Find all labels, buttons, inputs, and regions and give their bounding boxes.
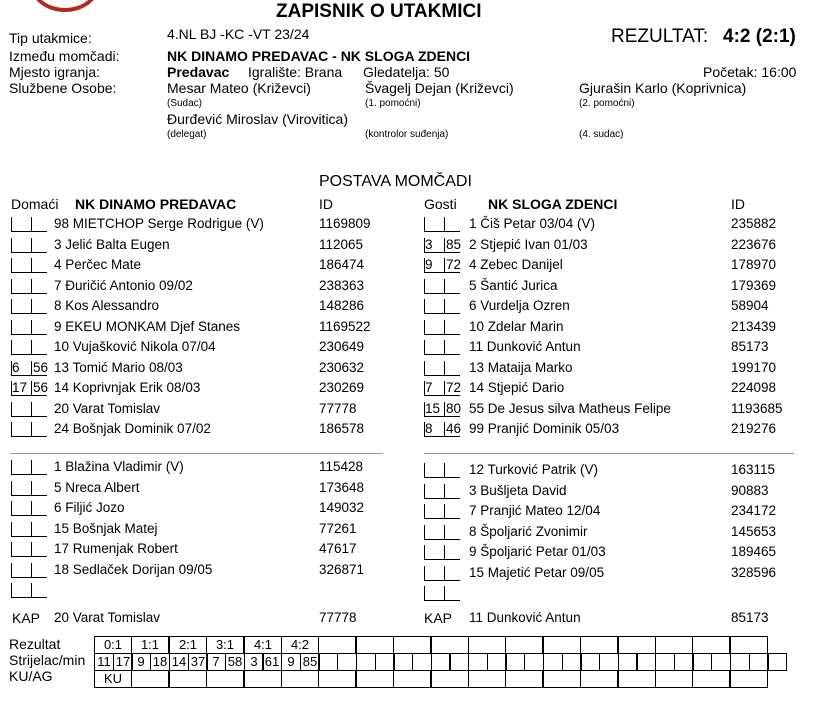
ku-ag-cell <box>356 670 394 688</box>
tip-value: 4.NL BJ -KC -VT 23/24 <box>167 26 310 42</box>
scorer-number-cell <box>767 653 787 671</box>
player-id: 326871 <box>319 562 365 577</box>
player-name: 4 Perčec Mate <box>54 257 142 272</box>
player-name: 7 Đuričić Antonio 09/02 <box>54 278 193 293</box>
page-title: ZAPISNIK O UTAKMICI <box>276 1 482 22</box>
scorer-number-cell <box>393 653 413 671</box>
gledatelja: Gledatelja: 50 <box>363 64 450 80</box>
sub-mark-box <box>11 481 31 496</box>
sub-mark-box <box>444 504 460 519</box>
player-name: 6 Filjić Jozo <box>54 500 125 515</box>
sub-mark-box <box>11 340 31 355</box>
ku-ag-cell <box>692 670 730 688</box>
player-id: 47617 <box>319 541 357 556</box>
sluzbene-label: Službene Osobe: <box>9 80 117 96</box>
result-cell <box>356 636 394 654</box>
sub-mark-box <box>444 586 460 601</box>
player-id: 85173 <box>731 339 769 354</box>
result-cell <box>543 636 581 654</box>
ku-ag-cell <box>169 670 207 688</box>
player-id: 145653 <box>731 524 777 539</box>
sub-mark-box <box>424 361 444 376</box>
player-id: 58904 <box>731 298 769 313</box>
player-id: 186474 <box>319 257 365 272</box>
sub-mark-box <box>444 484 460 499</box>
ku-ag-cell <box>281 670 319 688</box>
sub-mark-box <box>31 583 47 598</box>
sub-mark-box <box>31 299 47 314</box>
player-name: 12 Turković Patrik (V) <box>469 462 599 477</box>
result-cell <box>618 636 656 654</box>
away-label: Gosti <box>424 196 457 212</box>
player-id: 224098 <box>731 380 777 395</box>
kuag-row-label: KU/AG <box>9 668 53 684</box>
player-id: 213439 <box>731 319 777 334</box>
player-id: 77778 <box>319 401 357 416</box>
scorer-number-cell: 9 <box>131 653 151 671</box>
sub-mark-box <box>11 501 31 516</box>
result-cell <box>318 636 356 654</box>
scorer-number-cell: 9 <box>281 653 301 671</box>
scorer-minute-cell <box>449 653 469 671</box>
home-kap-name: 20 Varat Tomislav <box>54 610 161 625</box>
scorer-minute-cell: 58 <box>225 653 245 671</box>
official-referee: Mesar Mateo (Križevci) <box>167 80 311 96</box>
ku-ag-cell <box>505 670 543 688</box>
strijelac-row-label: Strijelac/min <box>9 652 86 668</box>
player-id: 235882 <box>731 216 777 231</box>
pocetak: Početak: 16:00 <box>703 64 797 80</box>
home-label: Domaći <box>11 196 59 212</box>
ku-ag-cell <box>468 670 506 688</box>
scorer-minute-cell <box>524 653 544 671</box>
scorer-minute-cell: 18 <box>150 653 170 671</box>
result-cell: 4:2 <box>281 636 319 654</box>
sub-mark-box <box>11 320 31 335</box>
player-name: 13 Mataija Marko <box>469 360 573 375</box>
scorer-minute-cell <box>599 653 619 671</box>
sub-mark-box <box>31 542 47 557</box>
player-id: 223676 <box>731 237 777 252</box>
sub-mark-box <box>444 463 460 478</box>
player-name: 15 Majetić Petar 09/05 <box>469 565 605 580</box>
player-name: 99 Pranjić Dominik 05/03 <box>469 421 620 436</box>
sub-player-number: 7 <box>425 380 433 395</box>
role-kontrolor: (kontrolor suđenja) <box>365 129 449 140</box>
ku-ag-cell <box>431 670 469 688</box>
sub-mark-box <box>11 402 31 417</box>
rezultat-row-label: Rezultat <box>9 636 61 652</box>
sub-mark-box <box>424 320 444 335</box>
player-name: 18 Sedlaček Dorijan 09/05 <box>54 562 213 577</box>
ku-ag-cell <box>543 670 581 688</box>
ku-ag-cell <box>655 670 693 688</box>
scorer-minute-cell: 37 <box>188 653 208 671</box>
player-name: 3 Bušljeta David <box>469 483 567 498</box>
scorer-number-cell <box>543 653 563 671</box>
sub-mark-box <box>11 299 31 314</box>
official-assistant-1: Švagelj Dejan (Križevci) <box>365 80 514 96</box>
scorer-minute-cell <box>375 653 395 671</box>
sub-mark-box <box>444 320 460 335</box>
sub-mark-box <box>31 481 47 496</box>
scorer-minute-cell: 61 <box>262 653 282 671</box>
sub-player-number: 17 <box>12 380 28 395</box>
player-name: 17 Rumenjak Robert <box>54 541 178 556</box>
player-id: 115428 <box>319 459 364 474</box>
player-id: 238363 <box>319 278 365 293</box>
sub-mark-box <box>444 299 460 314</box>
player-id: 90883 <box>731 483 769 498</box>
izmedju-label: Između momčadi: <box>9 48 120 64</box>
player-name: 10 Zdelar Marin <box>469 319 564 334</box>
ku-ag-cell <box>618 670 656 688</box>
ku-ag-cell <box>580 670 618 688</box>
scorer-number-cell <box>318 653 338 671</box>
rezultat-value: 4:2 (2:1) <box>723 26 796 47</box>
player-name: 13 Tomić Mario 08/03 <box>54 360 183 375</box>
player-id: 1193685 <box>731 401 783 416</box>
away-kap-label: KAP <box>424 610 453 626</box>
player-name: 6 Vurdelja Ozren <box>469 298 570 313</box>
away-team-name: NK SLOGA ZDENCI <box>488 196 618 212</box>
player-name: 24 Bošnjak Dominik 07/02 <box>54 421 211 436</box>
player-name: 5 Nreca Albert <box>54 480 140 495</box>
sub-minute: 72 <box>446 257 462 272</box>
scorer-number-cell <box>730 653 750 671</box>
rezultat-label: REZULTAT: <box>611 26 709 47</box>
sub-mark-box <box>31 402 47 417</box>
player-name: 1 Blažina Vladimir (V) <box>54 459 184 474</box>
ku-ag-cell <box>131 670 169 688</box>
sub-player-number: 15 <box>425 401 441 416</box>
result-cell <box>730 636 768 654</box>
home-separator <box>10 453 383 454</box>
official-delegate: Đurđević Miroslav (Virovitica) <box>167 111 349 127</box>
scorer-minute-cell <box>562 653 582 671</box>
sub-mark-box <box>424 566 444 581</box>
scorer-minute-cell <box>636 653 656 671</box>
player-id: 199170 <box>731 360 777 375</box>
sub-mark-box <box>424 217 444 232</box>
scorer-minute-cell <box>337 653 357 671</box>
player-name: 8 Kos Alessandro <box>54 298 160 313</box>
sub-mark-box <box>31 279 47 294</box>
sub-mark-box <box>424 545 444 560</box>
scorer-minute-cell: 17 <box>113 653 133 671</box>
home-id-header: ID <box>319 196 333 212</box>
sub-mark-box <box>444 340 460 355</box>
scorer-number-cell <box>655 653 675 671</box>
sub-minute: 56 <box>33 360 49 375</box>
away-kap-id: 85173 <box>731 610 769 625</box>
sub-mark-box <box>31 422 47 437</box>
away-separator <box>424 453 794 454</box>
player-name: 15 Bošnjak Matej <box>54 521 158 536</box>
player-name: 3 Jelić Balta Eugen <box>54 237 170 252</box>
ku-ag-cell: KU <box>94 670 132 688</box>
player-name: 55 De Jesus silva Matheus Felipe <box>469 401 671 416</box>
player-id: 163115 <box>731 462 776 477</box>
sub-mark-box <box>31 258 47 273</box>
sub-mark-box <box>424 504 444 519</box>
sub-mark-box <box>444 361 460 376</box>
player-id: 1169522 <box>319 319 371 334</box>
home-kap-label: KAP <box>12 610 41 626</box>
scorer-number-cell <box>692 653 712 671</box>
sub-mark-box <box>424 463 444 478</box>
player-id: 77261 <box>319 521 357 536</box>
sub-mark-box <box>11 238 31 253</box>
player-name: 7 Pranjić Mateo 12/04 <box>469 503 601 518</box>
sub-player-number: 8 <box>425 421 433 436</box>
scorer-number-cell: 11 <box>94 653 114 671</box>
player-name: 98 MIETCHOP Serge Rodrigue (V) <box>54 216 264 231</box>
home-team-name: NK DINAMO PREDAVAC <box>75 196 237 212</box>
scorer-number-cell: 3 <box>244 653 264 671</box>
result-cell <box>692 636 730 654</box>
scorer-number-cell <box>618 653 638 671</box>
role-4-sudac: (4. sudac) <box>579 129 624 140</box>
player-id: 179369 <box>731 278 777 293</box>
result-cell <box>580 636 618 654</box>
sub-mark-box <box>31 563 47 578</box>
scorer-minute-cell <box>674 653 694 671</box>
sub-mark-box <box>424 586 444 601</box>
match-teams: NK DINAMO PREDAVAC - NK SLOGA ZDENCI <box>167 48 471 64</box>
mjesto-value: Predavac <box>167 64 230 80</box>
sub-mark-box <box>31 320 47 335</box>
sub-mark-box <box>11 522 31 537</box>
sub-mark-box <box>424 525 444 540</box>
sub-player-number: 9 <box>425 257 433 272</box>
player-name: 20 Varat Tomislav <box>54 401 161 416</box>
ku-ag-cell <box>318 670 356 688</box>
player-id: 186578 <box>319 421 365 436</box>
result-cell <box>431 636 469 654</box>
scorer-number-cell: 7 <box>206 653 226 671</box>
sub-mark-box <box>11 217 31 232</box>
player-id: 328596 <box>731 565 777 580</box>
result-cell <box>393 636 431 654</box>
scorer-number-cell <box>580 653 600 671</box>
sub-mark-box <box>11 258 31 273</box>
player-name: 9 Špoljarić Petar 01/03 <box>469 544 606 559</box>
tip-label: Tip utakmice: <box>9 30 92 46</box>
scorer-minute-cell <box>749 653 769 671</box>
sub-mark-box <box>31 340 47 355</box>
scorer-number-cell <box>468 653 488 671</box>
scorer-number-cell <box>505 653 525 671</box>
result-cell <box>505 636 543 654</box>
sub-mark-box <box>11 422 31 437</box>
player-name: 11 Dunković Antun <box>469 339 581 354</box>
sub-mark-box <box>11 542 31 557</box>
sub-player-number: 6 <box>12 360 20 375</box>
sub-mark-box <box>31 217 47 232</box>
sub-mark-box <box>424 299 444 314</box>
role-assistant-2: (2. pomoćni) <box>579 98 635 109</box>
result-cell <box>468 636 506 654</box>
player-id: 189465 <box>731 544 777 559</box>
player-id: 149032 <box>319 500 365 515</box>
sub-mark-box <box>31 522 47 537</box>
scorer-minute-cell <box>412 653 432 671</box>
player-id: 1169809 <box>319 216 371 231</box>
scorer-minute-cell: 85 <box>300 653 320 671</box>
result-cell: 2:1 <box>169 636 207 654</box>
player-name: 5 Šantić Jurica <box>469 278 558 293</box>
sub-minute: 85 <box>446 237 462 252</box>
player-id: 112065 <box>319 237 364 252</box>
away-kap-name: 11 Dunković Antun <box>469 610 581 625</box>
role-referee: (Sudac) <box>167 98 203 109</box>
home-kap-id: 77778 <box>319 610 357 625</box>
player-name: 8 Špoljarić Zvonimir <box>469 524 588 539</box>
sub-mark-box <box>444 566 460 581</box>
scorer-number-cell: 14 <box>169 653 189 671</box>
player-id: 230269 <box>319 380 365 395</box>
sub-mark-box <box>11 563 31 578</box>
player-id: 230649 <box>319 339 365 354</box>
sub-mark-box <box>31 238 47 253</box>
club-logo-icon <box>30 0 100 12</box>
ku-ag-cell <box>206 670 244 688</box>
scorer-minute-cell <box>487 653 507 671</box>
result-cell <box>655 636 693 654</box>
result-cell: 1:1 <box>131 636 169 654</box>
player-id: 234172 <box>731 503 777 518</box>
player-id: 173648 <box>319 480 365 495</box>
player-id: 230632 <box>319 360 365 375</box>
sub-minute: 56 <box>33 380 49 395</box>
result-cell: 4:1 <box>244 636 282 654</box>
sub-minute: 46 <box>446 421 462 436</box>
mjesto-label: Mjesto igranja: <box>9 64 101 80</box>
player-name: 1 Čiš Petar 03/04 (V) <box>469 216 596 231</box>
ku-ag-cell <box>244 670 282 688</box>
sub-mark-box <box>31 460 47 475</box>
sub-mark-box <box>424 279 444 294</box>
scorer-minute-cell <box>711 653 731 671</box>
lineup-title: POSTAVA MOMČADI <box>319 173 472 190</box>
sub-minute: 72 <box>446 380 462 395</box>
igraliste: Igralište: Brana <box>248 64 343 80</box>
sub-mark-box <box>31 501 47 516</box>
player-name: 10 Vujašković Nikola 07/04 <box>54 339 216 354</box>
player-id: 178970 <box>731 257 777 272</box>
sub-mark-box <box>444 279 460 294</box>
player-name: 9 EKEU MONKAM Djef Stanes <box>54 319 241 334</box>
sub-mark-box <box>444 217 460 232</box>
player-id: 219276 <box>731 421 777 436</box>
role-assistant-1: (1. pomoćni) <box>365 98 421 109</box>
player-name: 2 Stjepić Ivan 01/03 <box>469 237 588 252</box>
result-cell: 3:1 <box>206 636 244 654</box>
role-delegate: (delegat) <box>167 129 207 140</box>
sub-mark-box <box>11 279 31 294</box>
sub-player-number: 3 <box>425 237 433 252</box>
sub-mark-box <box>424 484 444 499</box>
sub-mark-box <box>11 460 31 475</box>
sub-mark-box <box>11 583 31 598</box>
sub-mark-box <box>444 525 460 540</box>
scorer-number-cell <box>356 653 376 671</box>
player-name: 14 Stjepić Dario <box>469 380 565 395</box>
result-cell: 0:1 <box>94 636 132 654</box>
ku-ag-cell <box>393 670 431 688</box>
player-name: 4 Zebec Danijel <box>469 257 563 272</box>
official-assistant-2: Gjurašin Karlo (Koprivnica) <box>579 80 747 96</box>
player-name: 14 Koprivnjak Erik 08/03 <box>54 380 201 395</box>
away-id-header: ID <box>731 196 745 212</box>
sub-mark-box <box>444 545 460 560</box>
sub-minute: 80 <box>446 401 462 416</box>
ku-ag-cell <box>730 670 768 688</box>
sub-mark-box <box>424 340 444 355</box>
scorer-number-cell <box>431 653 451 671</box>
player-id: 148286 <box>319 298 365 313</box>
